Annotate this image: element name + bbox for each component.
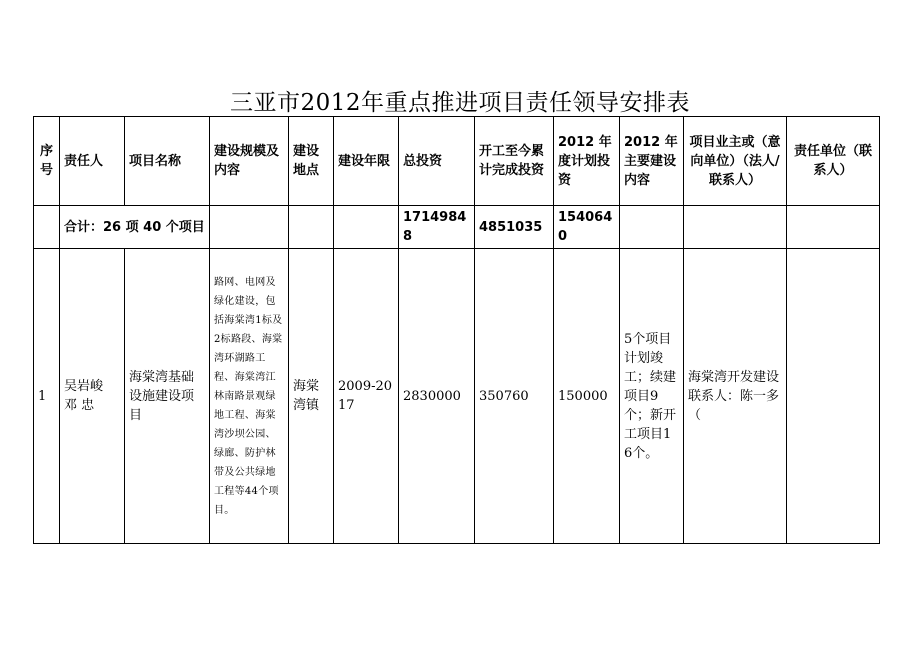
table-row xyxy=(34,249,880,544)
header-scale: 建设规模及内容 xyxy=(210,117,289,206)
header-cumulative: 开工至今累计完成投资 xyxy=(475,117,554,206)
summary-location xyxy=(289,206,334,249)
header-content-2012: 2012 年主要建设内容 xyxy=(620,117,684,206)
row-seq: 1 xyxy=(34,249,60,544)
summary-plan-2012: 1540640 xyxy=(554,206,620,249)
header-responsible-unit: 责任单位（联系人） xyxy=(787,117,880,206)
summary-label: 合计：26 项 40 个项目 xyxy=(60,206,210,249)
row-location: 海棠湾镇 xyxy=(289,249,334,544)
summary-period xyxy=(334,206,399,249)
header-row xyxy=(34,117,880,206)
header-leader: 责任人 xyxy=(60,117,125,206)
summary-owner xyxy=(684,206,787,249)
header-seq: 序号 xyxy=(34,117,60,206)
row-leader: 吴岩峻 邓 忠 xyxy=(60,249,125,544)
project-table xyxy=(33,116,880,544)
summary-total-investment: 17149848 xyxy=(399,206,475,249)
summary-seq xyxy=(34,206,60,249)
row-total-investment: 2830000 xyxy=(399,249,475,544)
row-cumulative: 350760 xyxy=(475,249,554,544)
header-location: 建设地点 xyxy=(289,117,334,206)
summary-row xyxy=(34,206,880,249)
header-plan-2012: 2012 年度计划投资 xyxy=(554,117,620,206)
header-owner: 项目业主或（意向单位）（法人/联系人） xyxy=(684,117,787,206)
row-content-2012: 5个项目计划竣工；续建项目9个；新开工项目16个。 xyxy=(620,249,684,544)
header-project-name: 项目名称 xyxy=(125,117,210,206)
row-project-name: 海棠湾基础设施建设项目 xyxy=(125,249,210,544)
summary-content-2012 xyxy=(620,206,684,249)
row-period: 2009-2017 xyxy=(334,249,399,544)
row-scale: 路网、电网及绿化建设，包括海棠湾1标及2标路段、海棠湾环湖路工程、海棠湾江林南路景观绿地工程、海棠湾沙坝公园、绿廊、防护林带及公共绿地工程等44个项目。 xyxy=(210,249,289,544)
summary-scale xyxy=(210,206,289,249)
header-period: 建设年限 xyxy=(334,117,399,206)
header-total-investment: 总投资 xyxy=(399,117,475,206)
page-title: 三亚市2012年重点推进项目责任领导安排表 xyxy=(229,90,691,116)
row-plan-2012: 150000 xyxy=(554,249,620,544)
row-responsible-unit xyxy=(787,249,880,544)
summary-responsible-unit xyxy=(787,206,880,249)
summary-cumulative: 4851035 xyxy=(475,206,554,249)
row-owner: 海棠湾开发建设 联系人：陈一多 （ xyxy=(684,249,787,544)
